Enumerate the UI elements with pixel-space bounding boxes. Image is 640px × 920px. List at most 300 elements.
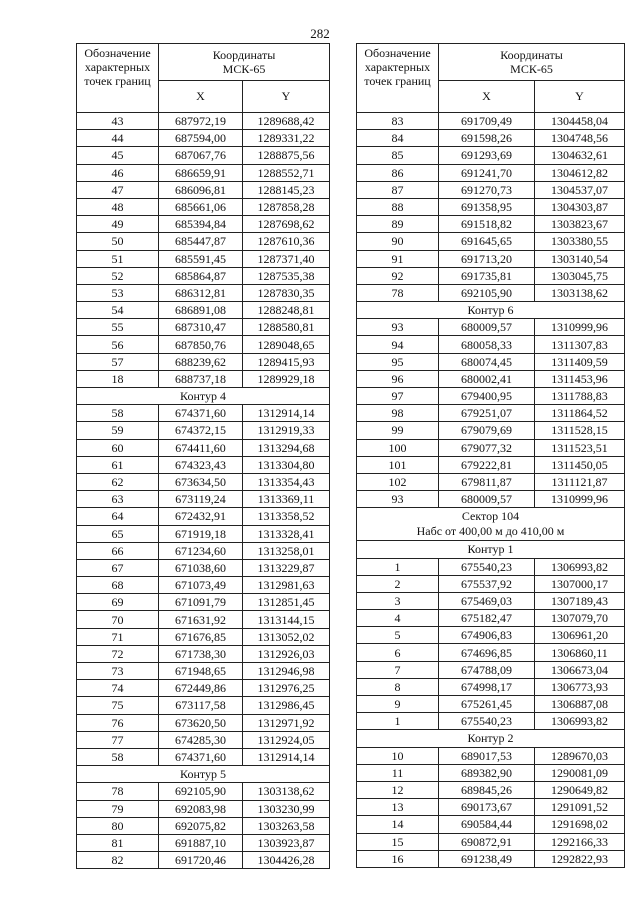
x-coordinate-cell: 692083,98	[159, 800, 243, 817]
x-coordinate-cell: 690584,44	[439, 816, 535, 833]
table-row	[77, 508, 330, 525]
x-coordinate-cell: 691645,65	[439, 233, 535, 250]
sector-height-range: Набс от 400,00 м до 410,00 м	[416, 524, 565, 539]
y-coordinate-cell: 1288875,56	[243, 147, 330, 164]
y-coordinate-cell: 1312914,14	[243, 748, 330, 765]
table-row	[357, 816, 625, 833]
x-coordinate-cell: 691270,73	[439, 181, 535, 198]
point-number-cell: 58	[77, 748, 159, 765]
x-coordinate-cell: 685394,84	[159, 216, 243, 233]
section-row	[357, 302, 625, 319]
y-coordinate-cell: 1304537,07	[535, 181, 625, 198]
y-coordinate-cell: 1291698,02	[535, 816, 625, 833]
table-row	[77, 731, 330, 748]
coordinates-table-right	[356, 43, 625, 868]
table-row	[357, 198, 625, 215]
point-number-cell: 78	[77, 783, 159, 800]
y-coordinate-cell: 1303140,54	[535, 250, 625, 267]
point-number-cell: 92	[357, 267, 439, 284]
section-row	[77, 766, 330, 783]
x-coordinate-cell: 672449,86	[159, 680, 243, 697]
col-header-coordinates	[159, 44, 330, 81]
y-coordinate-cell: 1312924,05	[243, 731, 330, 748]
point-number-cell: 1	[357, 713, 439, 730]
col-header-coordinates	[439, 44, 625, 81]
table-row	[357, 456, 625, 473]
point-number-cell: 56	[77, 336, 159, 353]
point-number-cell: 61	[77, 456, 159, 473]
y-coordinate-cell: 1304748,56	[535, 130, 625, 147]
y-coordinate-cell: 1303045,75	[535, 267, 625, 284]
y-coordinate-cell: 1312851,45	[243, 594, 330, 611]
y-coordinate-cell: 1289670,03	[535, 747, 625, 764]
table-row	[357, 353, 625, 370]
coords-title: Координаты	[212, 47, 276, 62]
table-row	[77, 817, 330, 834]
table-row	[357, 250, 625, 267]
table-row	[357, 592, 625, 609]
table-row	[357, 661, 625, 678]
x-coordinate-cell: 671948,65	[159, 663, 243, 680]
table-row	[357, 113, 625, 130]
section-row	[357, 730, 625, 747]
y-coordinate-cell: 1289415,93	[243, 353, 330, 370]
x-coordinate-cell: 685661,06	[159, 198, 243, 215]
point-number-cell: 3	[357, 592, 439, 609]
x-coordinate-cell: 675540,23	[439, 713, 535, 730]
table-row	[357, 558, 625, 575]
point-number-cell: 70	[77, 611, 159, 628]
table-row	[77, 319, 330, 336]
point-number-cell: 75	[77, 697, 159, 714]
point-number-cell: 12	[357, 781, 439, 798]
contour-heading: Контур 5	[77, 766, 330, 783]
table-row	[77, 302, 330, 319]
x-coordinate-cell: 674372,15	[159, 422, 243, 439]
table-row	[357, 388, 625, 405]
table-row	[77, 181, 330, 198]
y-coordinate-cell: 1292822,93	[535, 850, 625, 867]
point-number-cell: 10	[357, 747, 439, 764]
y-coordinate-cell: 1304632,61	[535, 147, 625, 164]
point-number-cell: 60	[77, 439, 159, 456]
point-number-cell: 65	[77, 525, 159, 542]
x-coordinate-cell: 680002,41	[439, 370, 535, 387]
x-coordinate-cell: 687067,76	[159, 147, 243, 164]
y-coordinate-cell: 1287610,36	[243, 233, 330, 250]
table-row	[357, 284, 625, 301]
table-row	[77, 594, 330, 611]
x-coordinate-cell: 692075,82	[159, 817, 243, 834]
point-number-cell: 81	[77, 834, 159, 851]
x-coordinate-cell: 680074,45	[439, 353, 535, 370]
x-coordinate-cell: 673117,58	[159, 697, 243, 714]
col-header-x: X	[159, 80, 243, 112]
x-coordinate-cell: 689382,90	[439, 764, 535, 781]
y-coordinate-cell: 1303138,62	[535, 284, 625, 301]
y-coordinate-cell: 1311523,51	[535, 439, 625, 456]
table-row	[77, 216, 330, 233]
x-coordinate-cell: 679222,81	[439, 456, 535, 473]
table-row	[77, 147, 330, 164]
point-number-cell: 99	[357, 422, 439, 439]
table-row	[77, 370, 330, 387]
point-number-cell: 55	[77, 319, 159, 336]
point-number-cell: 80	[77, 817, 159, 834]
col-header-y: Y	[535, 80, 625, 112]
x-coordinate-cell: 691887,10	[159, 834, 243, 851]
y-coordinate-cell: 1289048,65	[243, 336, 330, 353]
table-row	[357, 764, 625, 781]
y-coordinate-cell: 1313369,11	[243, 491, 330, 508]
x-coordinate-cell: 674998,17	[439, 678, 535, 695]
point-number-cell: 83	[357, 113, 439, 130]
table-row	[77, 336, 330, 353]
y-coordinate-cell: 1292166,33	[535, 833, 625, 850]
x-coordinate-cell: 675469,03	[439, 592, 535, 609]
table-row	[357, 850, 625, 867]
point-number-cell: 18	[77, 370, 159, 387]
table-row	[357, 781, 625, 798]
x-coordinate-cell: 673620,50	[159, 714, 243, 731]
x-coordinate-cell: 674323,43	[159, 456, 243, 473]
x-coordinate-cell: 671631,92	[159, 611, 243, 628]
point-number-cell: 63	[77, 491, 159, 508]
table-row	[357, 233, 625, 250]
point-number-cell: 85	[357, 147, 439, 164]
point-number-cell: 8	[357, 678, 439, 695]
x-coordinate-cell: 680009,57	[439, 491, 535, 508]
x-coordinate-cell: 687310,47	[159, 319, 243, 336]
table-row	[77, 577, 330, 594]
point-number-cell: 91	[357, 250, 439, 267]
x-coordinate-cell: 686312,81	[159, 284, 243, 301]
y-coordinate-cell: 1312981,63	[243, 577, 330, 594]
table-row	[357, 319, 625, 336]
y-coordinate-cell: 1311409,59	[535, 353, 625, 370]
x-coordinate-cell: 687850,76	[159, 336, 243, 353]
point-number-cell: 16	[357, 850, 439, 867]
x-coordinate-cell: 679811,87	[439, 473, 535, 490]
contour-heading: Контур 2	[357, 730, 625, 747]
point-number-cell: 78	[357, 284, 439, 301]
x-coordinate-cell: 671038,60	[159, 559, 243, 576]
table-row	[77, 611, 330, 628]
point-number-cell: 11	[357, 764, 439, 781]
x-coordinate-cell: 674788,09	[439, 661, 535, 678]
point-number-cell: 57	[77, 353, 159, 370]
table-row	[77, 783, 330, 800]
sector-heading	[357, 508, 625, 541]
point-number-cell: 72	[77, 645, 159, 662]
table-row	[77, 491, 330, 508]
point-number-cell: 95	[357, 353, 439, 370]
x-coordinate-cell: 686891,08	[159, 302, 243, 319]
table-row	[77, 164, 330, 181]
y-coordinate-cell: 1304458,04	[535, 113, 625, 130]
x-coordinate-cell: 691238,49	[439, 850, 535, 867]
y-coordinate-cell: 1311453,96	[535, 370, 625, 387]
sector-title: Сектор 104	[461, 509, 520, 524]
y-coordinate-cell: 1307079,70	[535, 610, 625, 627]
table-row	[77, 559, 330, 576]
table-row	[77, 422, 330, 439]
y-coordinate-cell: 1311788,83	[535, 388, 625, 405]
table-row	[357, 422, 625, 439]
x-coordinate-cell: 691720,46	[159, 852, 243, 869]
x-coordinate-cell: 671234,60	[159, 542, 243, 559]
point-number-cell: 86	[357, 164, 439, 181]
y-coordinate-cell: 1304303,87	[535, 198, 625, 215]
table-row	[357, 833, 625, 850]
table-row	[77, 628, 330, 645]
point-number-cell: 64	[77, 508, 159, 525]
y-coordinate-cell: 1287858,28	[243, 198, 330, 215]
table-row	[357, 799, 625, 816]
table-row	[77, 748, 330, 765]
point-number-cell: 43	[77, 113, 159, 130]
contour-heading: Контур 4	[77, 388, 330, 405]
x-coordinate-cell: 691358,95	[439, 198, 535, 215]
x-coordinate-cell: 672432,91	[159, 508, 243, 525]
table-row	[357, 147, 625, 164]
x-coordinate-cell: 687594,00	[159, 130, 243, 147]
x-coordinate-cell: 690173,67	[439, 799, 535, 816]
table-row	[357, 644, 625, 661]
coords-system: МСК-65	[510, 61, 553, 76]
table-row	[77, 405, 330, 422]
point-number-cell: 51	[77, 250, 159, 267]
x-coordinate-cell: 671738,30	[159, 645, 243, 662]
y-coordinate-cell: 1306993,82	[535, 713, 625, 730]
x-coordinate-cell: 685864,87	[159, 267, 243, 284]
page-number: 282	[310, 26, 330, 41]
point-number-cell: 6	[357, 644, 439, 661]
table-row	[77, 233, 330, 250]
table-row	[77, 284, 330, 301]
table-row	[77, 198, 330, 215]
x-coordinate-cell: 691598,26	[439, 130, 535, 147]
table-row	[77, 130, 330, 147]
y-coordinate-cell: 1287698,62	[243, 216, 330, 233]
x-coordinate-cell: 674285,30	[159, 731, 243, 748]
x-coordinate-cell: 671676,85	[159, 628, 243, 645]
coordinates-table-left	[76, 43, 330, 869]
x-coordinate-cell: 690872,91	[439, 833, 535, 850]
y-coordinate-cell: 1307000,17	[535, 575, 625, 592]
y-coordinate-cell: 1311528,15	[535, 422, 625, 439]
x-coordinate-cell: 675537,92	[439, 575, 535, 592]
x-coordinate-cell: 691735,81	[439, 267, 535, 284]
x-coordinate-cell: 691293,69	[439, 147, 535, 164]
y-coordinate-cell: 1303230,99	[243, 800, 330, 817]
point-number-cell: 68	[77, 577, 159, 594]
y-coordinate-cell: 1312926,03	[243, 645, 330, 662]
point-number-cell: 93	[357, 491, 439, 508]
point-number-cell: 67	[77, 559, 159, 576]
y-coordinate-cell: 1313229,87	[243, 559, 330, 576]
y-coordinate-cell: 1288552,71	[243, 164, 330, 181]
y-coordinate-cell: 1287830,35	[243, 284, 330, 301]
point-number-cell: 71	[77, 628, 159, 645]
point-number-cell: 98	[357, 405, 439, 422]
y-coordinate-cell: 1313328,41	[243, 525, 330, 542]
x-coordinate-cell: 673119,24	[159, 491, 243, 508]
table-row	[77, 645, 330, 662]
x-coordinate-cell: 674411,60	[159, 439, 243, 456]
y-coordinate-cell: 1288248,81	[243, 302, 330, 319]
x-coordinate-cell: 680009,57	[439, 319, 535, 336]
y-coordinate-cell: 1288145,23	[243, 181, 330, 198]
y-coordinate-cell: 1289331,22	[243, 130, 330, 147]
table-row	[357, 405, 625, 422]
y-coordinate-cell: 1310999,96	[535, 319, 625, 336]
x-coordinate-cell: 674371,60	[159, 748, 243, 765]
table-row	[77, 525, 330, 542]
point-number-cell: 96	[357, 370, 439, 387]
point-number-cell: 100	[357, 439, 439, 456]
x-coordinate-cell: 691713,20	[439, 250, 535, 267]
y-coordinate-cell: 1312919,33	[243, 422, 330, 439]
table-row	[77, 456, 330, 473]
y-coordinate-cell: 1306673,04	[535, 661, 625, 678]
table-row	[77, 473, 330, 490]
point-number-cell: 58	[77, 405, 159, 422]
point-number-cell: 59	[77, 422, 159, 439]
table-row	[357, 164, 625, 181]
y-coordinate-cell: 1307189,43	[535, 592, 625, 609]
x-coordinate-cell: 679079,69	[439, 422, 535, 439]
point-number-cell: 47	[77, 181, 159, 198]
y-coordinate-cell: 1289688,42	[243, 113, 330, 130]
point-number-cell: 9	[357, 696, 439, 713]
point-number-cell: 53	[77, 284, 159, 301]
y-coordinate-cell: 1312976,25	[243, 680, 330, 697]
table-row	[77, 680, 330, 697]
table-row	[77, 714, 330, 731]
x-coordinate-cell: 691241,70	[439, 164, 535, 181]
point-number-cell: 5	[357, 627, 439, 644]
y-coordinate-cell: 1311307,83	[535, 336, 625, 353]
x-coordinate-cell: 679077,32	[439, 439, 535, 456]
table-row	[357, 696, 625, 713]
point-number-cell: 48	[77, 198, 159, 215]
x-coordinate-cell: 692105,90	[439, 284, 535, 301]
point-number-cell: 14	[357, 816, 439, 833]
y-coordinate-cell: 1288580,81	[243, 319, 330, 336]
col-header-point-name: Обозначение характерных точек границ	[77, 44, 159, 113]
point-number-cell: 77	[77, 731, 159, 748]
coords-title: Координаты	[500, 47, 563, 62]
point-number-cell: 76	[77, 714, 159, 731]
y-coordinate-cell: 1312946,98	[243, 663, 330, 680]
x-coordinate-cell: 691709,49	[439, 113, 535, 130]
y-coordinate-cell: 1306961,20	[535, 627, 625, 644]
x-coordinate-cell: 673634,50	[159, 473, 243, 490]
point-number-cell: 62	[77, 473, 159, 490]
table-row	[77, 663, 330, 680]
table-row	[357, 336, 625, 353]
table-row	[357, 130, 625, 147]
x-coordinate-cell: 675261,45	[439, 696, 535, 713]
point-number-cell: 73	[77, 663, 159, 680]
table-row	[77, 439, 330, 456]
section-row	[77, 388, 330, 405]
point-number-cell: 93	[357, 319, 439, 336]
y-coordinate-cell: 1287371,40	[243, 250, 330, 267]
point-number-cell: 84	[357, 130, 439, 147]
point-number-cell: 44	[77, 130, 159, 147]
point-number-cell: 90	[357, 233, 439, 250]
x-coordinate-cell: 675182,47	[439, 610, 535, 627]
y-coordinate-cell: 1310999,96	[535, 491, 625, 508]
x-coordinate-cell: 685591,45	[159, 250, 243, 267]
y-coordinate-cell: 1312914,14	[243, 405, 330, 422]
point-number-cell: 1	[357, 558, 439, 575]
y-coordinate-cell: 1313304,80	[243, 456, 330, 473]
point-number-cell: 88	[357, 198, 439, 215]
y-coordinate-cell: 1303380,55	[535, 233, 625, 250]
point-number-cell: 4	[357, 610, 439, 627]
y-coordinate-cell: 1311864,52	[535, 405, 625, 422]
y-coordinate-cell: 1303138,62	[243, 783, 330, 800]
table-row	[357, 267, 625, 284]
x-coordinate-cell: 689845,26	[439, 781, 535, 798]
y-coordinate-cell: 1306887,08	[535, 696, 625, 713]
table-row	[77, 113, 330, 130]
y-coordinate-cell: 1290649,82	[535, 781, 625, 798]
table-row	[77, 353, 330, 370]
point-number-cell: 2	[357, 575, 439, 592]
point-number-cell: 102	[357, 473, 439, 490]
point-number-cell: 82	[77, 852, 159, 869]
table-row	[357, 491, 625, 508]
table-row	[357, 610, 625, 627]
y-coordinate-cell: 1313052,02	[243, 628, 330, 645]
y-coordinate-cell: 1306773,93	[535, 678, 625, 695]
point-number-cell: 79	[77, 800, 159, 817]
point-number-cell: 87	[357, 181, 439, 198]
table-row	[77, 542, 330, 559]
table-row	[357, 678, 625, 695]
point-number-cell: 101	[357, 456, 439, 473]
y-coordinate-cell: 1312986,45	[243, 697, 330, 714]
x-coordinate-cell: 688239,62	[159, 353, 243, 370]
left-table-body	[77, 113, 330, 869]
table-row	[357, 473, 625, 490]
point-number-cell: 97	[357, 388, 439, 405]
point-number-cell: 54	[77, 302, 159, 319]
table-row	[77, 800, 330, 817]
y-coordinate-cell: 1313258,01	[243, 542, 330, 559]
point-number-cell: 50	[77, 233, 159, 250]
point-number-cell: 74	[77, 680, 159, 697]
table-row	[357, 439, 625, 456]
x-coordinate-cell: 685447,87	[159, 233, 243, 250]
point-number-cell: 49	[77, 216, 159, 233]
y-coordinate-cell: 1291091,52	[535, 799, 625, 816]
point-number-cell: 7	[357, 661, 439, 678]
point-number-cell: 45	[77, 147, 159, 164]
point-number-cell: 89	[357, 216, 439, 233]
table-row	[357, 575, 625, 592]
table-row	[357, 627, 625, 644]
y-coordinate-cell: 1312971,92	[243, 714, 330, 731]
y-coordinate-cell: 1306860,11	[535, 644, 625, 661]
x-coordinate-cell: 674696,85	[439, 644, 535, 661]
col-header-point-name: Обозначение характерных точек границ	[357, 44, 439, 113]
x-coordinate-cell: 692105,90	[159, 783, 243, 800]
